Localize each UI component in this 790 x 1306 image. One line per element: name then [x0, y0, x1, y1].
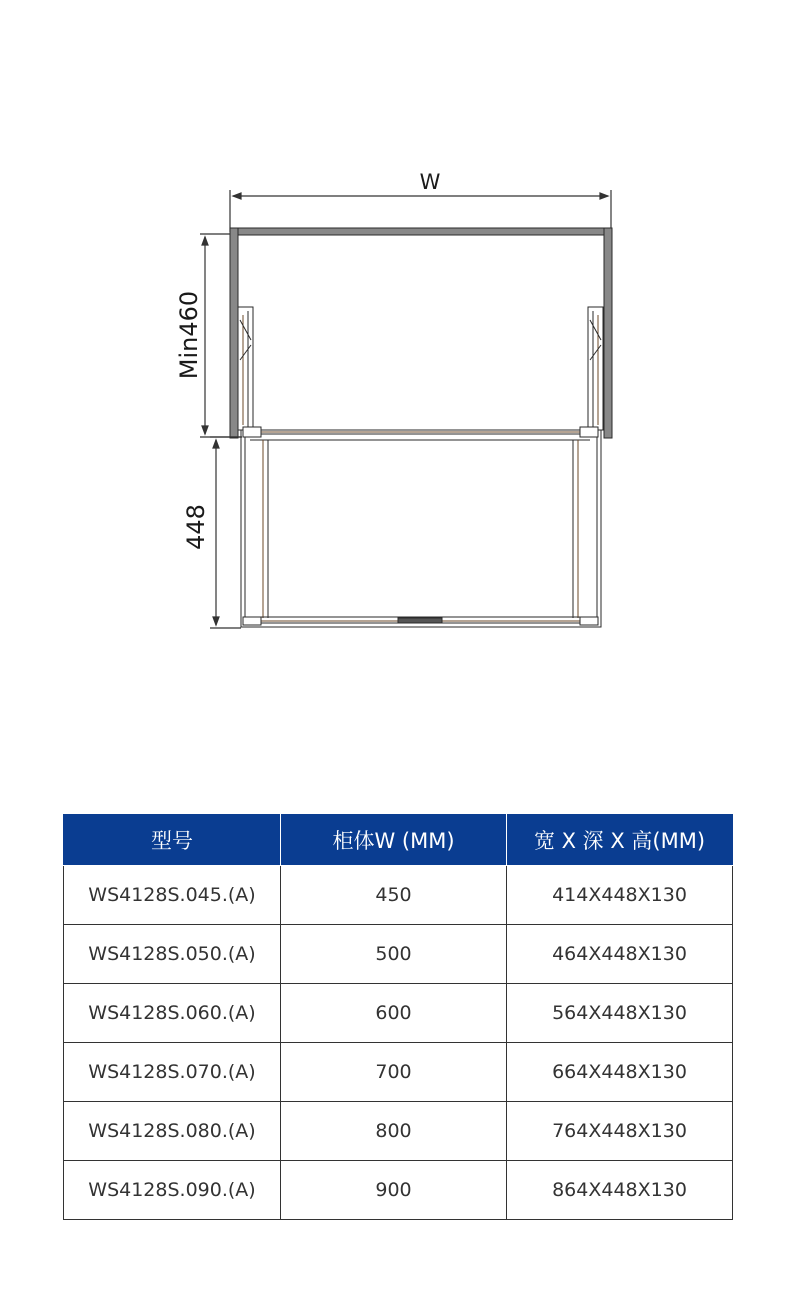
cell-model: WS4128S.045.(A)	[64, 866, 281, 925]
min-height-label: Min460	[175, 290, 203, 380]
cell-dimensions: 864X448X130	[507, 1161, 733, 1220]
cell-cabinet-width: 800	[281, 1102, 507, 1161]
table-row	[64, 1043, 733, 1102]
cell-cabinet-width: 700	[281, 1043, 507, 1102]
drawer-height-label: 448	[182, 504, 210, 550]
drawer-basket	[241, 427, 601, 627]
drawer-height-dimension	[210, 437, 241, 628]
header-model: 型号	[64, 815, 281, 866]
cell-model: WS4128S.050.(A)	[64, 925, 281, 984]
table-row	[64, 1161, 733, 1220]
cell-dimensions: 414X448X130	[507, 866, 733, 925]
cell-dimensions: 564X448X130	[507, 984, 733, 1043]
cell-model: WS4128S.070.(A)	[64, 1043, 281, 1102]
width-label: W	[419, 170, 441, 194]
table-header-row	[64, 815, 733, 866]
cell-model: WS4128S.060.(A)	[64, 984, 281, 1043]
cell-dimensions: 764X448X130	[507, 1102, 733, 1161]
header-cabinet-width: 柜体W (MM)	[281, 815, 507, 866]
table-row	[64, 925, 733, 984]
width-dimension	[230, 190, 611, 232]
cell-model: WS4128S.080.(A)	[64, 1102, 281, 1161]
cell-cabinet-width: 500	[281, 925, 507, 984]
cell-cabinet-width: 600	[281, 984, 507, 1043]
table-row	[64, 1102, 733, 1161]
table-row	[64, 866, 733, 925]
cell-cabinet-width: 450	[281, 866, 507, 925]
cell-dimensions: 464X448X130	[507, 925, 733, 984]
cell-dimensions: 664X448X130	[507, 1043, 733, 1102]
left-lift-mechanism	[238, 307, 253, 430]
cell-model: WS4128S.090.(A)	[64, 1161, 281, 1220]
cell-cabinet-width: 900	[281, 1161, 507, 1220]
header-dimensions: 宽 X 深 X 高(MM)	[507, 815, 733, 866]
spec-table	[63, 814, 733, 1220]
cabinet-body	[230, 228, 612, 438]
table-row	[64, 984, 733, 1043]
right-lift-mechanism	[588, 307, 603, 430]
